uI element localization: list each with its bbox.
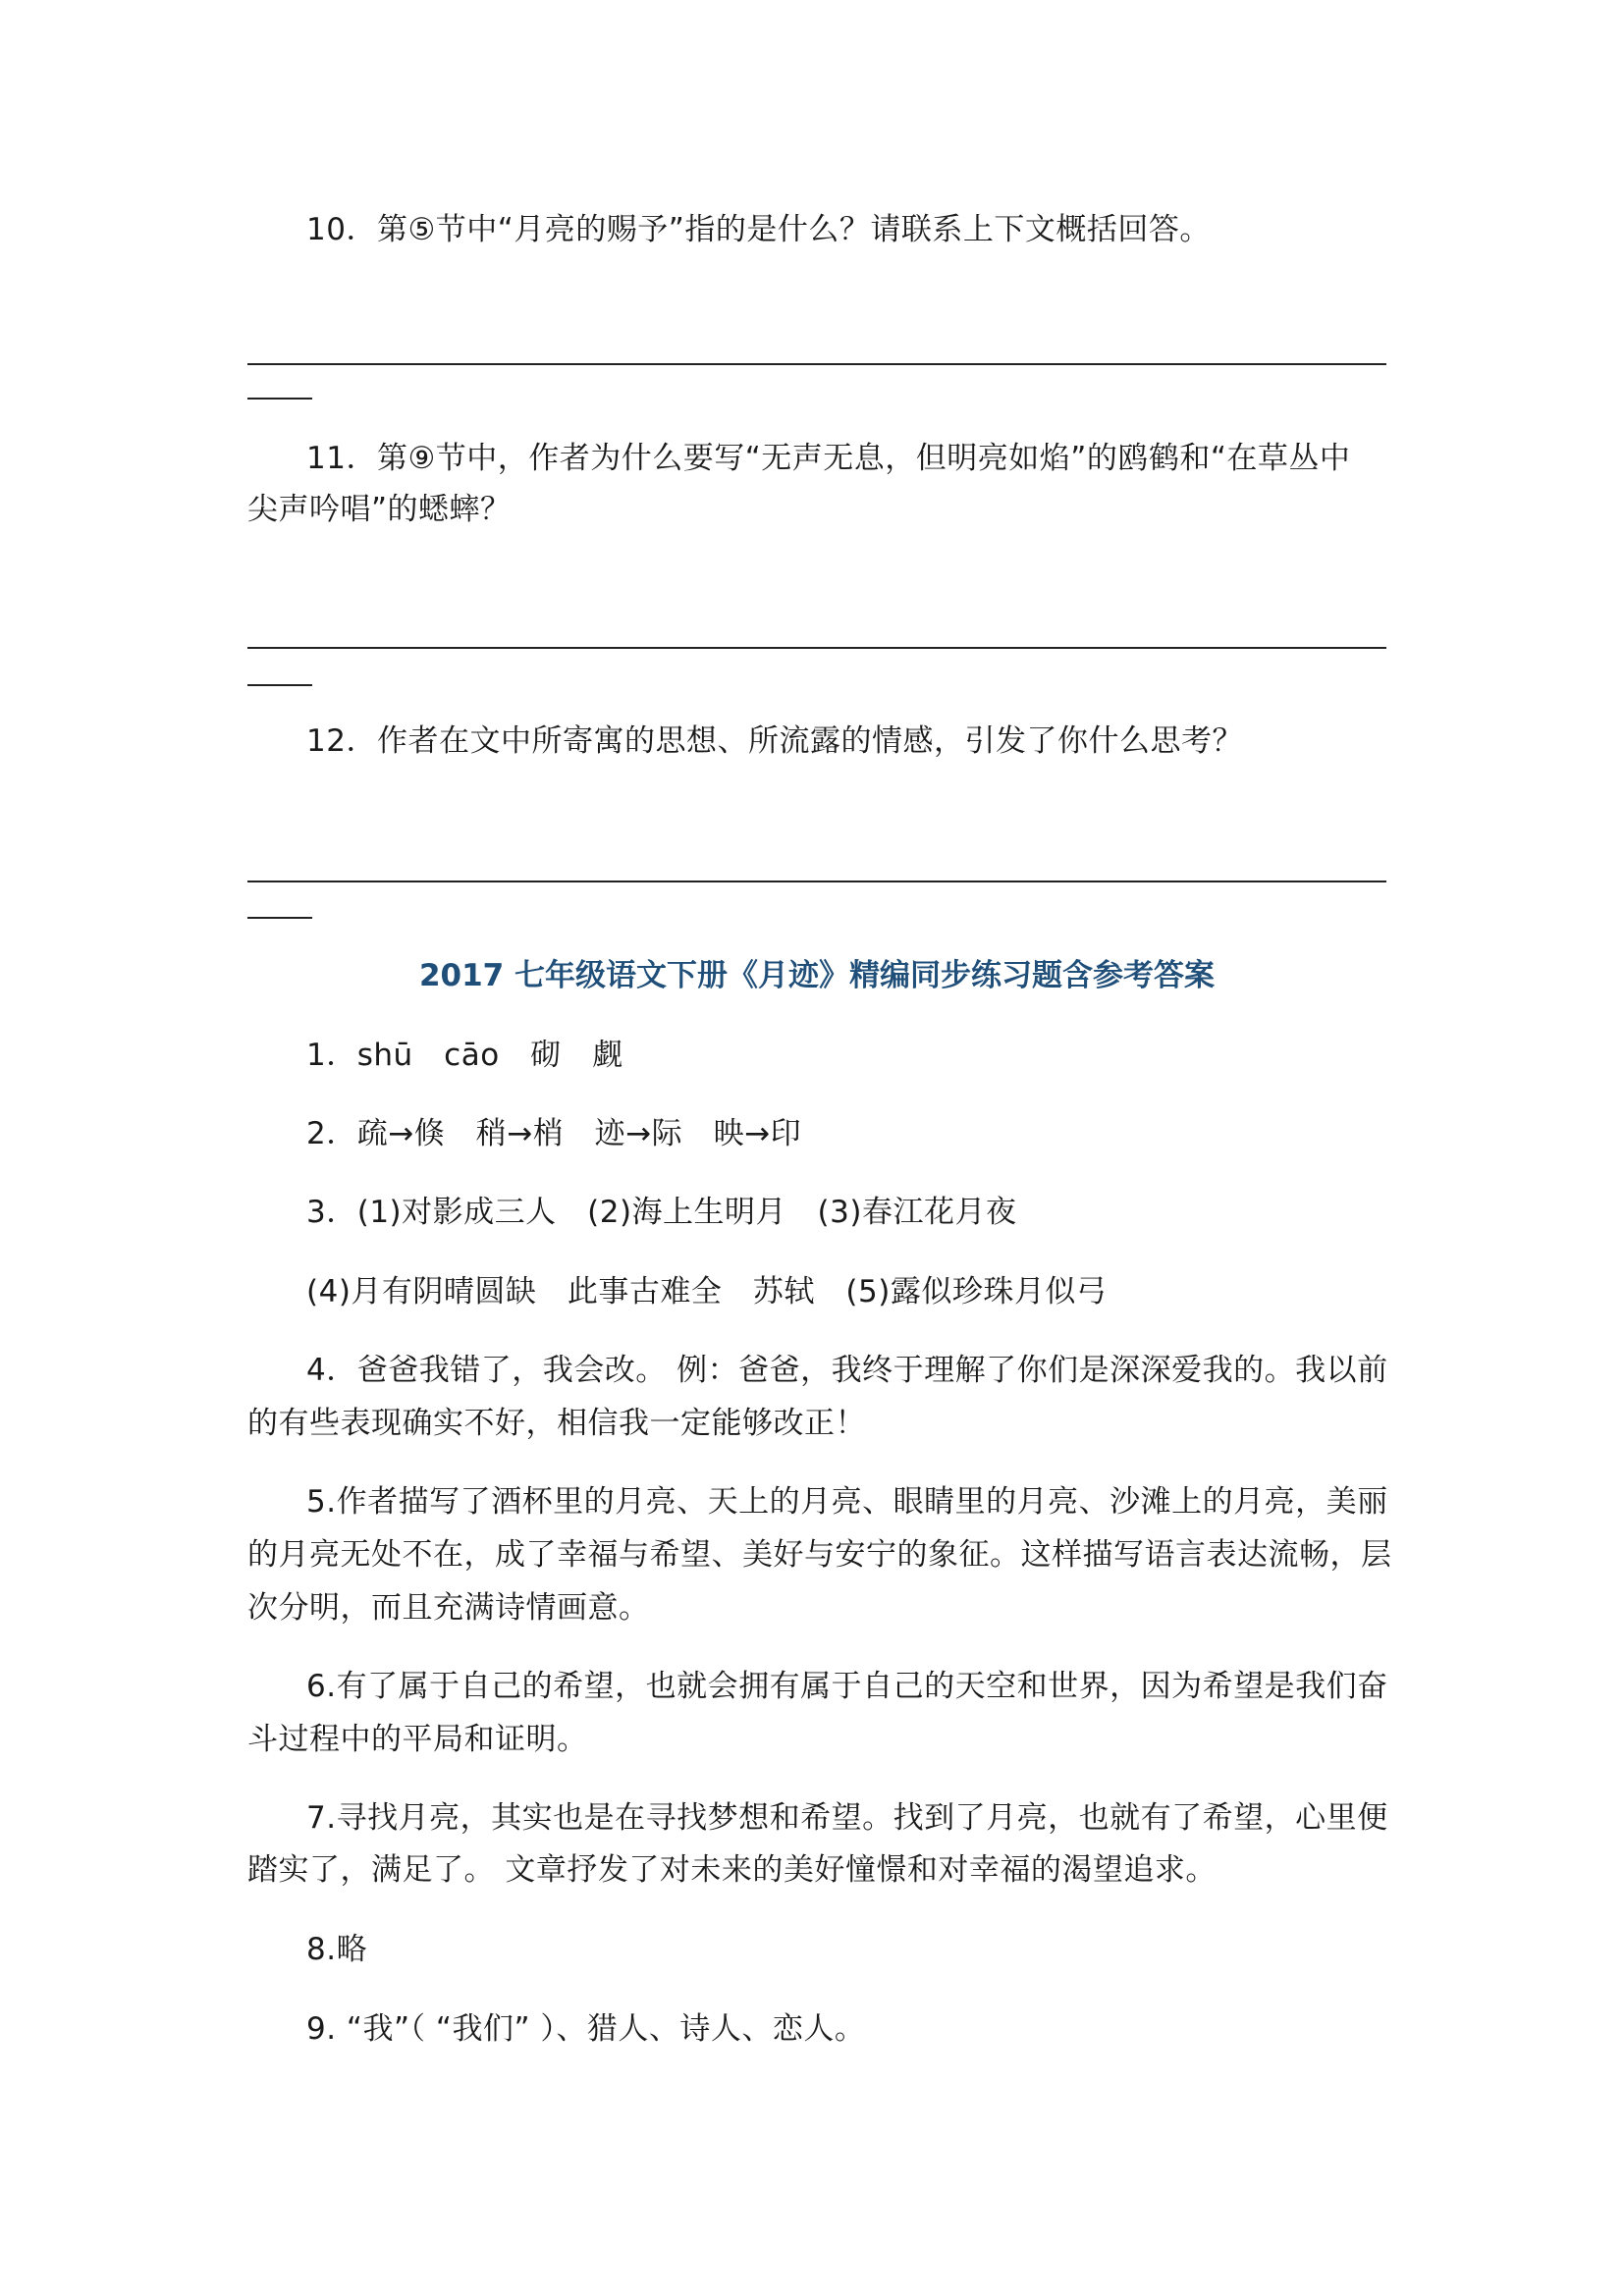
question-10: 10．第⑤节中“月亮的赐予”指的是什么？请联系上下文概括回答。 (306, 212, 1211, 247)
answer-5-line-1: 5.作者描写了酒杯里的月亮、天上的月亮、眼睛里的月亮、沙滩上的月亮，美丽 (306, 1484, 1388, 1520)
answer-6-line-2: 斗过程中的平局和证明。 (247, 1722, 588, 1757)
answer-1: 1．shū cāo 砌 觑 (306, 1038, 623, 1073)
answer-7-line-1: 7.寻找月亮，其实也是在寻找梦想和希望。找到了月亮，也就有了希望，心里便 (306, 1800, 1388, 1836)
answer-7-line-2: 踏实了，满足了。 文章抒发了对未来的美好憧憬和对幸福的渴望追求。 (247, 1852, 1217, 1888)
answer-line-12 (247, 881, 1386, 882)
answer-5-line-3: 次分明，而且充满诗情画意。 (247, 1590, 650, 1626)
answer-line-10 (247, 363, 1386, 365)
question-12: 12．作者在文中所寄寓的思想、所流露的情感，引发了你什么思考？ (306, 723, 1243, 759)
question-11-line-1: 11．第⑨节中，作者为什么要写“无声无息，但明亮如焰”的鸥鹤和“在草丛中 (306, 441, 1351, 476)
question-11-line-2: 尖声吟唱”的蟋蟀？ (247, 492, 512, 527)
answer-3-line-1: 3．(1)对影成三人 (2)海上生明月 (3)春江花月夜 (306, 1195, 1017, 1230)
answer-line-11-tail (247, 684, 312, 686)
answer-3-line-2: (4)月有阴晴圆缺 此事古难全 苏轼 (5)露似珍珠月似弓 (306, 1274, 1108, 1309)
answer-line-10-tail (247, 398, 312, 400)
answers-title: 2017 七年级语文下册《月迹》精编同步练习题含参考答案 (418, 958, 1216, 993)
answer-4-line-2: 的有些表现确实不好，相信我一定能够改正！ (247, 1406, 866, 1441)
answer-line-12-tail (247, 917, 312, 919)
answer-8: 8.略 (306, 1932, 368, 1967)
answer-9: 9. “我”（ “我们” ）、猎人、诗人、恋人。 (306, 2011, 866, 2047)
answer-4-line-1: 4．爸爸我错了，我会改。 例：爸爸，我终于理解了你们是深深爱我的。我以前 (306, 1353, 1388, 1388)
answer-2: 2．疏→倏 稍→梢 迹→际 映→印 (306, 1116, 802, 1151)
answer-5-line-2: 的月亮无处不在，成了幸福与希望、美好与安宁的象征。这样描写语言表达流畅，层 (247, 1537, 1392, 1573)
answer-6-line-1: 6.有了属于自己的希望，也就会拥有属于自己的天空和世界，因为希望是我们奋 (306, 1669, 1388, 1704)
answer-line-11 (247, 647, 1386, 649)
